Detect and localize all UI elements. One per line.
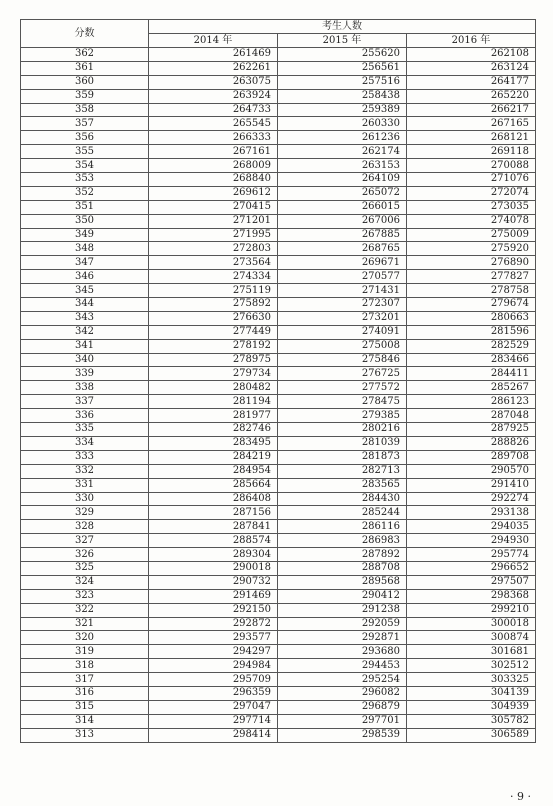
table-row bbox=[21, 714, 536, 728]
count-2015-cell: 289568 bbox=[278, 575, 407, 589]
score-cell: 329 bbox=[21, 506, 149, 520]
table-row bbox=[21, 89, 536, 103]
count-2014-cell: 261469 bbox=[149, 48, 278, 62]
count-2015-cell: 278475 bbox=[278, 395, 407, 409]
count-2014-cell: 298414 bbox=[149, 728, 278, 742]
score-cell: 352 bbox=[21, 186, 149, 200]
score-cell: 315 bbox=[21, 700, 149, 714]
score-cell: 322 bbox=[21, 603, 149, 617]
score-cell: 358 bbox=[21, 103, 149, 117]
table-row bbox=[21, 75, 536, 89]
table-row bbox=[21, 450, 536, 464]
table-row bbox=[21, 603, 536, 617]
table-row bbox=[21, 464, 536, 478]
score-cell: 337 bbox=[21, 395, 149, 409]
count-2014-cell: 269612 bbox=[149, 186, 278, 200]
count-2015-cell: 292059 bbox=[278, 617, 407, 631]
count-2016-cell: 276890 bbox=[407, 256, 536, 270]
count-2016-cell: 279674 bbox=[407, 298, 536, 312]
count-2014-cell: 263075 bbox=[149, 75, 278, 89]
score-cell: 346 bbox=[21, 270, 149, 284]
count-2015-cell: 262174 bbox=[278, 145, 407, 159]
score-cell: 339 bbox=[21, 367, 149, 381]
score-cell: 332 bbox=[21, 464, 149, 478]
count-2015-cell: 280216 bbox=[278, 423, 407, 437]
score-cell: 349 bbox=[21, 228, 149, 242]
score-cell: 344 bbox=[21, 298, 149, 312]
table-body bbox=[21, 48, 536, 743]
table-row bbox=[21, 284, 536, 298]
score-cell: 354 bbox=[21, 159, 149, 173]
count-2014-cell: 268840 bbox=[149, 173, 278, 187]
count-2016-cell: 277827 bbox=[407, 270, 536, 284]
score-cell: 341 bbox=[21, 339, 149, 353]
table-row bbox=[21, 367, 536, 381]
year-header-2016: 2016 年 bbox=[407, 34, 536, 48]
count-2015-cell: 270577 bbox=[278, 270, 407, 284]
count-2016-cell: 305782 bbox=[407, 714, 536, 728]
score-cell: 319 bbox=[21, 645, 149, 659]
table-row bbox=[21, 575, 536, 589]
score-cell: 351 bbox=[21, 200, 149, 214]
count-2016-cell: 287048 bbox=[407, 409, 536, 423]
count-2016-cell: 273035 bbox=[407, 200, 536, 214]
count-2015-cell: 269671 bbox=[278, 256, 407, 270]
count-2014-cell: 280482 bbox=[149, 381, 278, 395]
count-2014-cell: 294297 bbox=[149, 645, 278, 659]
count-2016-cell: 280663 bbox=[407, 311, 536, 325]
count-2014-cell: 276630 bbox=[149, 311, 278, 325]
count-2016-cell: 268121 bbox=[407, 131, 536, 145]
count-2015-cell: 298539 bbox=[278, 728, 407, 742]
count-2015-cell: 272307 bbox=[278, 298, 407, 312]
score-cell: 340 bbox=[21, 353, 149, 367]
count-2015-cell: 290412 bbox=[278, 589, 407, 603]
table-row bbox=[21, 617, 536, 631]
count-2016-cell: 300018 bbox=[407, 617, 536, 631]
table-row bbox=[21, 645, 536, 659]
count-2016-cell: 263124 bbox=[407, 61, 536, 75]
count-2015-cell: 296879 bbox=[278, 700, 407, 714]
table-row bbox=[21, 589, 536, 603]
count-2015-cell: 292871 bbox=[278, 631, 407, 645]
count-2015-cell: 255620 bbox=[278, 48, 407, 62]
count-2014-cell: 271995 bbox=[149, 228, 278, 242]
score-cell: 335 bbox=[21, 423, 149, 437]
count-2015-cell: 276725 bbox=[278, 367, 407, 381]
count-2016-cell: 288826 bbox=[407, 436, 536, 450]
count-2014-cell: 295709 bbox=[149, 673, 278, 687]
table-row bbox=[21, 700, 536, 714]
table-row bbox=[21, 339, 536, 353]
score-cell: 321 bbox=[21, 617, 149, 631]
count-2015-cell: 267885 bbox=[278, 228, 407, 242]
count-2015-cell: 264109 bbox=[278, 173, 407, 187]
count-2015-cell: 285244 bbox=[278, 506, 407, 520]
count-2016-cell: 294035 bbox=[407, 520, 536, 534]
count-2016-cell: 306589 bbox=[407, 728, 536, 742]
count-2015-cell: 267006 bbox=[278, 214, 407, 228]
count-2015-cell: 282713 bbox=[278, 464, 407, 478]
table-row bbox=[21, 131, 536, 145]
count-2016-cell: 297507 bbox=[407, 575, 536, 589]
count-2016-cell: 265220 bbox=[407, 89, 536, 103]
count-2016-cell: 294930 bbox=[407, 534, 536, 548]
score-cell: 313 bbox=[21, 728, 149, 742]
count-2015-cell: 265072 bbox=[278, 186, 407, 200]
count-2014-cell: 292150 bbox=[149, 603, 278, 617]
score-cell: 356 bbox=[21, 131, 149, 145]
count-2016-cell: 293138 bbox=[407, 506, 536, 520]
table-row bbox=[21, 381, 536, 395]
count-2015-cell: 261236 bbox=[278, 131, 407, 145]
count-2015-cell: 286983 bbox=[278, 534, 407, 548]
count-2015-cell: 268765 bbox=[278, 242, 407, 256]
count-2014-cell: 284219 bbox=[149, 450, 278, 464]
score-cell: 359 bbox=[21, 89, 149, 103]
count-2014-cell: 281977 bbox=[149, 409, 278, 423]
count-2015-cell: 293680 bbox=[278, 645, 407, 659]
table-row bbox=[21, 228, 536, 242]
score-cell: 320 bbox=[21, 631, 149, 645]
count-2015-cell: 284430 bbox=[278, 492, 407, 506]
count-2014-cell: 296359 bbox=[149, 686, 278, 700]
count-2016-cell: 295774 bbox=[407, 548, 536, 562]
score-cell: 345 bbox=[21, 284, 149, 298]
count-2016-cell: 298368 bbox=[407, 589, 536, 603]
count-2016-cell: 274078 bbox=[407, 214, 536, 228]
score-cell: 334 bbox=[21, 436, 149, 450]
table-header bbox=[21, 20, 536, 48]
score-cell: 314 bbox=[21, 714, 149, 728]
count-2016-cell: 283466 bbox=[407, 353, 536, 367]
table-row bbox=[21, 298, 536, 312]
table-row bbox=[21, 506, 536, 520]
count-2014-cell: 286408 bbox=[149, 492, 278, 506]
count-2015-cell: 263153 bbox=[278, 159, 407, 173]
count-2014-cell: 273564 bbox=[149, 256, 278, 270]
count-2016-cell: 296652 bbox=[407, 561, 536, 575]
count-2015-cell: 286116 bbox=[278, 520, 407, 534]
table-row bbox=[21, 173, 536, 187]
count-2014-cell: 268009 bbox=[149, 159, 278, 173]
count-2016-cell: 264177 bbox=[407, 75, 536, 89]
count-2016-cell: 303325 bbox=[407, 673, 536, 687]
count-column-header: 考生人数 bbox=[149, 20, 536, 34]
count-2015-cell: 256561 bbox=[278, 61, 407, 75]
score-cell: 357 bbox=[21, 117, 149, 131]
score-cell: 342 bbox=[21, 325, 149, 339]
count-2016-cell: 272074 bbox=[407, 186, 536, 200]
count-2016-cell: 271076 bbox=[407, 173, 536, 187]
count-2016-cell: 290570 bbox=[407, 464, 536, 478]
score-cell: 350 bbox=[21, 214, 149, 228]
count-2014-cell: 267161 bbox=[149, 145, 278, 159]
count-2016-cell: 262108 bbox=[407, 48, 536, 62]
count-2016-cell: 282529 bbox=[407, 339, 536, 353]
score-cell: 330 bbox=[21, 492, 149, 506]
table-row bbox=[21, 186, 536, 200]
count-2014-cell: 278975 bbox=[149, 353, 278, 367]
score-cell: 355 bbox=[21, 145, 149, 159]
count-2014-cell: 284954 bbox=[149, 464, 278, 478]
score-cell: 333 bbox=[21, 450, 149, 464]
count-2014-cell: 288574 bbox=[149, 534, 278, 548]
table-row bbox=[21, 214, 536, 228]
year-header-2014: 2014 年 bbox=[149, 34, 278, 48]
score-distribution-table bbox=[20, 19, 536, 743]
count-2014-cell: 290018 bbox=[149, 561, 278, 575]
count-2014-cell: 262261 bbox=[149, 61, 278, 75]
count-2016-cell: 289708 bbox=[407, 450, 536, 464]
count-2015-cell: 275008 bbox=[278, 339, 407, 353]
table-row bbox=[21, 103, 536, 117]
count-2014-cell: 290732 bbox=[149, 575, 278, 589]
score-cell: 338 bbox=[21, 381, 149, 395]
table-row bbox=[21, 61, 536, 75]
table-row bbox=[21, 728, 536, 742]
count-2015-cell: 275846 bbox=[278, 353, 407, 367]
count-2015-cell: 296082 bbox=[278, 686, 407, 700]
count-2015-cell: 277572 bbox=[278, 381, 407, 395]
year-header-2015: 2015 年 bbox=[278, 34, 407, 48]
table-row bbox=[21, 423, 536, 437]
count-2015-cell: 295254 bbox=[278, 673, 407, 687]
score-cell: 324 bbox=[21, 575, 149, 589]
table-row bbox=[21, 492, 536, 506]
score-cell: 353 bbox=[21, 173, 149, 187]
count-2015-cell: 294453 bbox=[278, 659, 407, 673]
count-2014-cell: 274334 bbox=[149, 270, 278, 284]
count-2014-cell: 294984 bbox=[149, 659, 278, 673]
table-row bbox=[21, 48, 536, 62]
count-2016-cell: 304939 bbox=[407, 700, 536, 714]
count-2014-cell: 289304 bbox=[149, 548, 278, 562]
table-row bbox=[21, 270, 536, 284]
table-row bbox=[21, 534, 536, 548]
count-2016-cell: 292274 bbox=[407, 492, 536, 506]
table-row bbox=[21, 242, 536, 256]
count-2014-cell: 285664 bbox=[149, 478, 278, 492]
count-2014-cell: 263924 bbox=[149, 89, 278, 103]
table-row bbox=[21, 200, 536, 214]
count-2015-cell: 266015 bbox=[278, 200, 407, 214]
score-cell: 317 bbox=[21, 673, 149, 687]
table-row bbox=[21, 256, 536, 270]
count-2015-cell: 260330 bbox=[278, 117, 407, 131]
score-cell: 331 bbox=[21, 478, 149, 492]
score-cell: 325 bbox=[21, 561, 149, 575]
score-cell: 361 bbox=[21, 61, 149, 75]
count-2016-cell: 275920 bbox=[407, 242, 536, 256]
score-cell: 326 bbox=[21, 548, 149, 562]
table-row bbox=[21, 659, 536, 673]
count-2014-cell: 297047 bbox=[149, 700, 278, 714]
count-2015-cell: 291238 bbox=[278, 603, 407, 617]
count-2015-cell: 259389 bbox=[278, 103, 407, 117]
table-row bbox=[21, 436, 536, 450]
table-row bbox=[21, 478, 536, 492]
count-2015-cell: 273201 bbox=[278, 311, 407, 325]
count-2016-cell: 285267 bbox=[407, 381, 536, 395]
count-2015-cell: 279385 bbox=[278, 409, 407, 423]
table-row bbox=[21, 117, 536, 131]
count-2016-cell: 299210 bbox=[407, 603, 536, 617]
table-row bbox=[21, 311, 536, 325]
table-row bbox=[21, 409, 536, 423]
count-2014-cell: 279734 bbox=[149, 367, 278, 381]
count-2016-cell: 266217 bbox=[407, 103, 536, 117]
count-2014-cell: 277449 bbox=[149, 325, 278, 339]
score-cell: 327 bbox=[21, 534, 149, 548]
count-2016-cell: 301681 bbox=[407, 645, 536, 659]
table-row bbox=[21, 673, 536, 687]
score-cell: 347 bbox=[21, 256, 149, 270]
score-cell: 336 bbox=[21, 409, 149, 423]
count-2014-cell: 281194 bbox=[149, 395, 278, 409]
count-2015-cell: 257516 bbox=[278, 75, 407, 89]
header-row-top bbox=[21, 20, 536, 34]
count-2015-cell: 288708 bbox=[278, 561, 407, 575]
score-column-header: 分数 bbox=[21, 20, 149, 48]
count-2014-cell: 272803 bbox=[149, 242, 278, 256]
page-number: · 9 · bbox=[510, 790, 531, 803]
table-row bbox=[21, 159, 536, 173]
table-row bbox=[21, 561, 536, 575]
count-2016-cell: 269118 bbox=[407, 145, 536, 159]
count-2014-cell: 283495 bbox=[149, 436, 278, 450]
score-cell: 360 bbox=[21, 75, 149, 89]
count-2016-cell: 287925 bbox=[407, 423, 536, 437]
count-2014-cell: 264733 bbox=[149, 103, 278, 117]
table-row bbox=[21, 325, 536, 339]
count-2014-cell: 270415 bbox=[149, 200, 278, 214]
score-cell: 323 bbox=[21, 589, 149, 603]
score-cell: 316 bbox=[21, 686, 149, 700]
score-cell: 348 bbox=[21, 242, 149, 256]
table-row bbox=[21, 353, 536, 367]
table-row bbox=[21, 395, 536, 409]
count-2015-cell: 258438 bbox=[278, 89, 407, 103]
count-2014-cell: 287156 bbox=[149, 506, 278, 520]
count-2014-cell: 282746 bbox=[149, 423, 278, 437]
table-row bbox=[21, 520, 536, 534]
count-2016-cell: 275009 bbox=[407, 228, 536, 242]
count-2014-cell: 292872 bbox=[149, 617, 278, 631]
count-2016-cell: 267165 bbox=[407, 117, 536, 131]
count-2015-cell: 283565 bbox=[278, 478, 407, 492]
count-2016-cell: 270088 bbox=[407, 159, 536, 173]
count-2016-cell: 291410 bbox=[407, 478, 536, 492]
count-2014-cell: 278192 bbox=[149, 339, 278, 353]
count-2015-cell: 271431 bbox=[278, 284, 407, 298]
count-2015-cell: 287892 bbox=[278, 548, 407, 562]
table-row bbox=[21, 631, 536, 645]
count-2014-cell: 275892 bbox=[149, 298, 278, 312]
score-cell: 343 bbox=[21, 311, 149, 325]
table-row bbox=[21, 686, 536, 700]
count-2014-cell: 266333 bbox=[149, 131, 278, 145]
count-2015-cell: 281873 bbox=[278, 450, 407, 464]
count-2016-cell: 300874 bbox=[407, 631, 536, 645]
count-2016-cell: 278758 bbox=[407, 284, 536, 298]
count-2014-cell: 265545 bbox=[149, 117, 278, 131]
count-2014-cell: 287841 bbox=[149, 520, 278, 534]
table-row bbox=[21, 548, 536, 562]
count-2014-cell: 297714 bbox=[149, 714, 278, 728]
count-2015-cell: 274091 bbox=[278, 325, 407, 339]
table-row bbox=[21, 145, 536, 159]
count-2015-cell: 281039 bbox=[278, 436, 407, 450]
score-cell: 328 bbox=[21, 520, 149, 534]
score-cell: 318 bbox=[21, 659, 149, 673]
count-2014-cell: 291469 bbox=[149, 589, 278, 603]
count-2014-cell: 271201 bbox=[149, 214, 278, 228]
count-2016-cell: 281596 bbox=[407, 325, 536, 339]
count-2016-cell: 284411 bbox=[407, 367, 536, 381]
count-2015-cell: 297701 bbox=[278, 714, 407, 728]
count-2016-cell: 304139 bbox=[407, 686, 536, 700]
count-2014-cell: 293577 bbox=[149, 631, 278, 645]
score-cell: 362 bbox=[21, 48, 149, 62]
count-2014-cell: 275119 bbox=[149, 284, 278, 298]
count-2016-cell: 302512 bbox=[407, 659, 536, 673]
count-2016-cell: 286123 bbox=[407, 395, 536, 409]
